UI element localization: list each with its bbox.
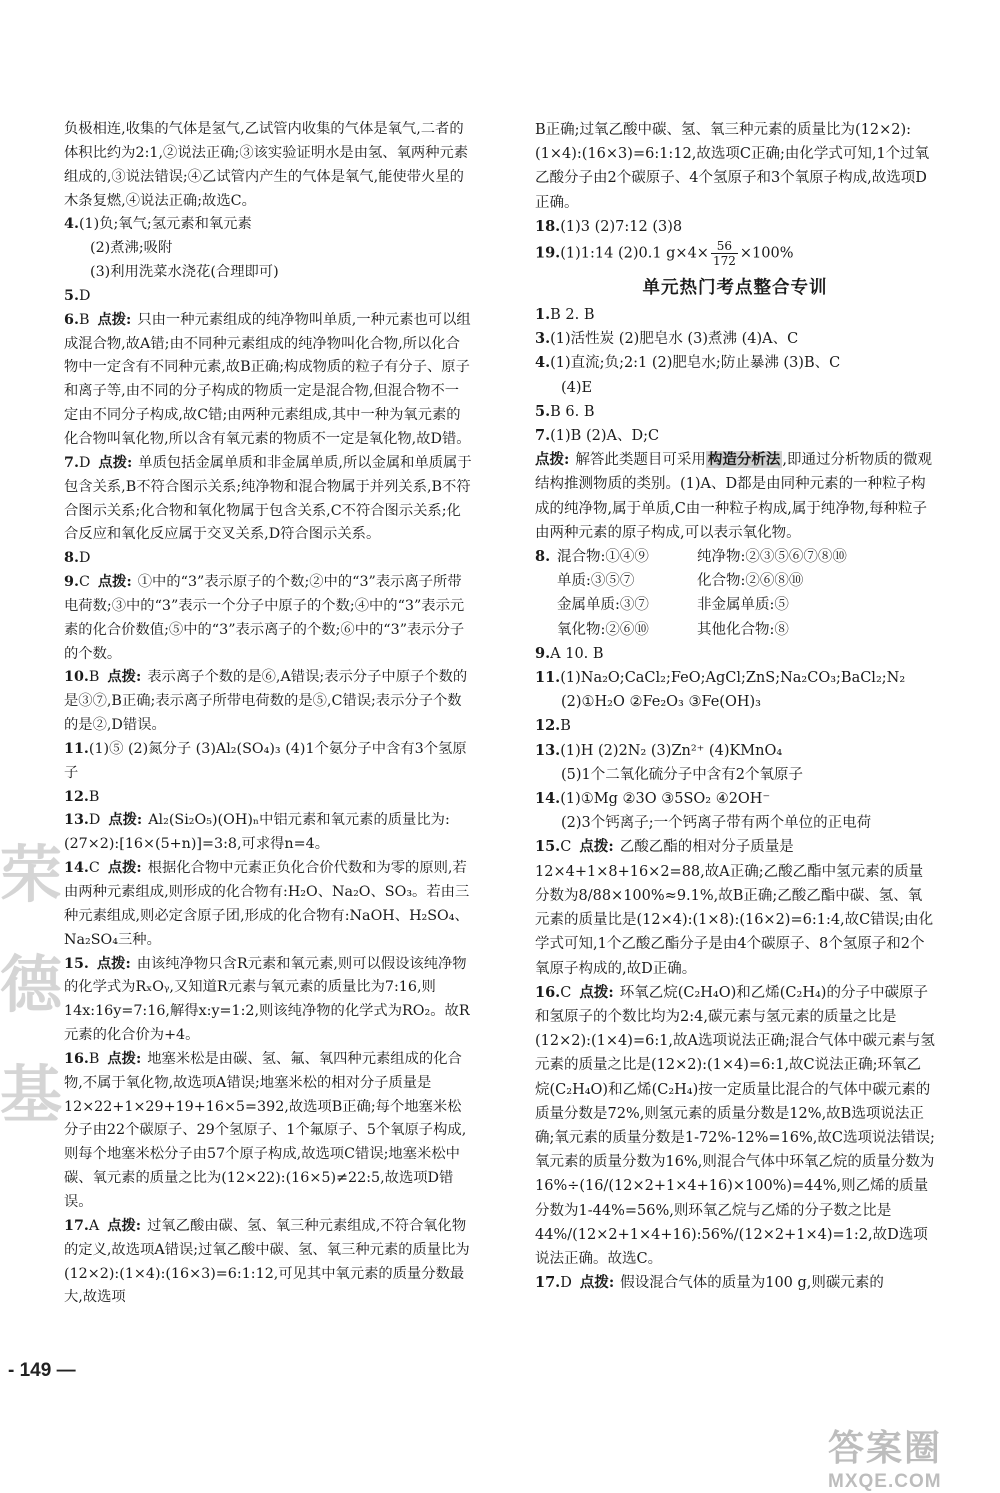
answer-item: [535, 327, 935, 351]
hint-label: 点拨:: [97, 574, 132, 591]
hint-label: 点拨:: [107, 1217, 142, 1234]
question-number: 18.: [535, 217, 561, 235]
question-number: 15.: [64, 955, 89, 972]
answer-item: [535, 690, 935, 714]
question-number: 8.: [64, 550, 79, 567]
question-number: 11.: [64, 740, 89, 757]
classification-row: [535, 545, 935, 569]
question-number: 16.: [64, 1050, 89, 1067]
hint-text: 只由一种元素组成的纯净物叫单质,一种元素也可以组成混合物,故A错;由不同种元素组成的纯净物叫化合物,所以化合物中一定含有不同种元素,故B正确;构成物质的粒子有分子、原子和离子等,由不同的分子构成的物质一定是混合物,但混合物不一定由不同分子构成,故C错;由两种元素组成,其中一种为氧元素的化合物叫氧化物,所以含有氧元素的物质不一定是氧化物,故D错。: [64, 311, 471, 447]
answer-text: (1)直流;负;2:1 (2)肥皂水;防止暴沸 (3)B、C: [550, 355, 841, 372]
answer-item: [535, 376, 935, 400]
answer-item: [535, 215, 935, 239]
classification-row: [535, 569, 935, 593]
answer-19: 19.(1)1:14 (2)0.1 g×4× $\frac{56}{172}$ ×100%: [535, 239, 794, 269]
question-number: 17.: [535, 1274, 561, 1292]
question-number: 10.: [64, 669, 89, 686]
question-number: 3.: [535, 330, 551, 348]
hint-label: 点拨:: [579, 838, 614, 856]
answer-item: [535, 763, 935, 787]
answer-text: D: [78, 287, 91, 304]
answer-item: [64, 213, 472, 237]
question-number: 9.: [64, 574, 79, 591]
classification-cell: 非金属单质:⑤: [697, 597, 789, 614]
answer-item: [535, 739, 935, 763]
site-watermark-logo: [828, 1420, 978, 1492]
section-answers-continued: [535, 642, 935, 1295]
answer-text: A 10. B: [550, 645, 604, 662]
logo-mark: 答案圈: [828, 1428, 943, 1469]
logo-site: MXQE.COM: [828, 1471, 942, 1492]
section-answers: [535, 303, 935, 448]
answer-text: B: [88, 669, 100, 686]
answer-text: (1)3 (2)7:12 (3)8: [560, 218, 683, 235]
classification-cell: 纯净物:②③⑤⑥⑦⑧⑩: [697, 549, 847, 566]
answer-item: [64, 237, 472, 261]
answer-item: [535, 400, 935, 424]
answer-text: (1)负;氧气;氢元素和氧元素: [78, 216, 252, 233]
hint-label: 点拨:: [97, 311, 132, 328]
answer-text: B 6. B: [550, 403, 595, 420]
answer-item: [64, 571, 472, 666]
answer-item: [64, 285, 472, 309]
answer-item: [535, 714, 935, 738]
answer-text: (2)3个钙离子;一个钙离子带有两个单位的正电荷: [561, 815, 872, 832]
hint-text: 由该纯净物只含R元素和氧元素,则可以假设该纯净物的化学式为RₓOᵧ,又知道R元素与氧元素的质量比为7:16,则14x:16y=7:16,解得x:y=1:2,则该纯净物的化学式为RO₂。故R元素的化合价为+4。: [64, 955, 470, 1044]
question-number: 4.: [535, 354, 551, 372]
answer-item: [535, 811, 935, 835]
spacer: [535, 569, 557, 593]
answer-text: B: [88, 1050, 100, 1067]
answer-item: [64, 809, 472, 857]
question-number: 8.: [535, 548, 551, 566]
left-column: [64, 118, 472, 1310]
answer-item: [535, 351, 935, 375]
answer-text: (3)利用洗菜水浇花(合理即可): [90, 264, 279, 281]
classification-row: [535, 618, 935, 642]
answer-item: [64, 547, 472, 571]
hint-text: 环氧乙烷(C₂H₄O)和乙烯(C₂H₄)的分子中碳原子和氢原子的个数比均为2:4,碳元素与氢元素的质量之比是(12×2):(1×4)=6:1,故A选项说法正确;混合气体中碳元素与氢元素的质量之比是(12×2):(1×4)=6:1,故C说法正确;环氧乙烷(C₂H₄O)和乙烯(C₂H₄)按一定质量比混合的气体中碳元素的质量分数是72%,则氢元素的质量分数是12%,故B选项说法正确;氧元素的质量分数是1-72%-12%=16%,故C选项说法错误;氧元素的质量分数为16%,则混合气体中环氧乙烷的质量分数为16%÷(16/(12×2+1×4+16)×100%)=44%,则乙烯的质量分数为1-44%=56%,则环氧乙烷与乙烯的分子数之比是44%/(12×2+1×4+16):56%/(12×2+1×4)=1:2,故D选项说法正确。故选C。: [535, 984, 935, 1267]
answer-8-classification: [535, 545, 935, 642]
answer-text: C: [78, 574, 90, 591]
answer-item: [535, 835, 935, 980]
answer-item: [535, 303, 935, 327]
hint-label: 点拨:: [107, 1050, 142, 1067]
answer-text: D: [88, 812, 101, 829]
question-number: 7.: [64, 454, 79, 471]
answers-continued: [535, 118, 935, 239]
answer-text: B正确;过氧乙酸中碳、氢、氧三种元素的质量比为(12×2):(1×4):(16×3)=6:1:12,故选项C正确;由化学式可知,1个过氧乙酸分子由2个碳原子、4个氢原子和3个氧原子构成,故选项D正确。: [535, 122, 930, 211]
answer-text: (1)Na₂O;CaCl₂;FeO;AgCl;ZnS;Na₂CO₃;BaCl₂;N₂: [560, 670, 906, 687]
page-number: - 149 —: [8, 1360, 76, 1381]
hint-text: 单质包括金属单质和非金属单质,所以金属和单质属于包含关系,B不符合图示关系;纯净物和混合物属于并列关系,B不符合图示关系;化合物和氧化物属于包含关系,C不符合图示关系;化合反应和氧化反应属于交叉关系,D符合图示关系。: [64, 454, 472, 543]
question-number: 4.: [64, 216, 79, 233]
question-number: 9.: [535, 644, 551, 662]
answer-text: A: [88, 1217, 100, 1234]
left-edge-watermark: 荣德基: [0, 838, 63, 1131]
classification-cell: 混合物:①④⑨: [557, 549, 649, 566]
answer-text: (5)1个二氧化硫分子中含有2个氧原子: [561, 766, 803, 783]
answer-item: [64, 1048, 472, 1215]
answer-text: (1)B (2)A、D;C: [550, 428, 660, 445]
classification-cell: 金属单质:③⑦: [557, 597, 649, 614]
answer-text: (1)活性炭 (2)肥皂水 (3)煮沸 (4)A、C: [550, 331, 799, 348]
answer-item: [535, 981, 935, 1271]
question-number: 5.: [64, 287, 79, 304]
hint-label: 点拨:: [579, 1274, 615, 1292]
question-number: 16.: [535, 983, 561, 1001]
classification-cell: 单质:③⑤⑦: [557, 573, 635, 590]
question-number: 7.: [535, 427, 551, 445]
answer-item: [535, 1271, 935, 1295]
answer-text: C: [560, 839, 572, 856]
answer-item: [535, 666, 935, 690]
answer-text: (1)⑤ (2)氮分子 (3)Al₂(SO₄)₃ (4)1个氨分子中含有3个氢原子: [64, 740, 467, 781]
question-number: 13.: [535, 741, 561, 759]
question-number: 12.: [535, 717, 561, 735]
answer-item: [64, 666, 472, 738]
classification-cell: 其他化合物:⑧: [697, 621, 789, 638]
hint-text: ①中的“3”表示原子的个数;②中的“3”表示离子所带电荷数;③中的“3”表示一个分子中原子的个数;④中的“3”表示元素的化合价数值;⑤中的“3”表示离子的个数;⑥中的“3”表示分子的个数。: [64, 574, 465, 662]
answer-item: [64, 786, 472, 810]
hint-label: 点拨:: [96, 955, 131, 972]
hint-text: 表示离子个数的是⑥,A错误;表示分子中原子个数的是③⑦,B正确;表示离子所带电荷数的是⑤,C错误;表示分子个数的是②,D错误。: [64, 669, 468, 734]
right-column: [535, 118, 935, 1295]
fraction: $\frac{56}{172}$: [712, 239, 736, 269]
answer-text: (2)①H₂O ②Fe₂O₃ ③Fe(OH)₃: [561, 694, 761, 711]
hint-text: Al₂(Si₂O₅)(OH)ₙ中铝元素和氧元素的质量比为:(27×2):[16×(5+n)]=3:8,可求得n=4。: [64, 812, 450, 853]
answer-item: [535, 787, 935, 811]
classification-cell: 化合物:②⑥⑧⑩: [697, 573, 804, 590]
hint-text: 过氧乙酸由碳、氢、氧三种元素组成,不符合氧化物的定义,故选项A错误;过氧乙酸中碳、氢、氧三种元素的质量比为(12×2):(1×4):(16×3)=6:1:12,可见其中氧元素的质量分数最大,故选项: [64, 1217, 470, 1306]
answer-text: B: [560, 718, 571, 735]
question-number: 6.: [64, 311, 79, 328]
answer-item: [64, 261, 472, 285]
question-number: 11.: [535, 669, 561, 687]
answer-text: (4)E: [561, 379, 593, 396]
answer-item: [64, 452, 472, 547]
answer-item: [535, 118, 935, 215]
answer-text: B: [78, 311, 90, 328]
answer-text: D: [560, 1275, 572, 1292]
section-title: 单元热门考点整合专训: [642, 278, 828, 299]
answer-text: B 2. B: [550, 307, 595, 324]
highlight-term: 构造分析法: [707, 451, 781, 469]
answer-text: (1)①Mg ②3O ③5SO₂ ④2OH⁻: [560, 791, 771, 808]
question-number: 17.: [64, 1217, 89, 1234]
question-number: 1.: [535, 306, 551, 324]
classification-cell: 氧化物:②⑥⑩: [557, 621, 649, 638]
question-number: 15.: [535, 838, 561, 856]
answer-item: [64, 738, 472, 786]
question-number: 14.: [535, 790, 561, 808]
answer-text: (2)煮沸;吸附: [90, 240, 173, 257]
hint-text: 地塞米松是由碳、氢、氟、氧四种元素组成的化合物,不属于氧化物,故选项A错误;地塞米松的相对分子质量是12×22+1×29+19+16×5=392,故选项B正确;每个地塞米松分子由22个碳原子、29个氢原子、1个氟原子、5个氧原子构成,则每个地塞米松分子由57个原子构成,故选项C错误;地塞米松中碳、氧元素的质量之比为(12×22):(16×5)≠22:5,故选项D错误。: [64, 1050, 467, 1210]
spacer: [535, 618, 557, 642]
answer-item: [64, 857, 472, 952]
question-number: 5.: [535, 402, 551, 420]
hint-text: 假设混合气体的质量为100 g,则碳元素的: [620, 1275, 884, 1292]
question-number: 12.: [64, 788, 89, 805]
answer-item: [64, 309, 472, 452]
answer-text: (1)H (2)2N₂ (3)Zn²⁺ (4)KMnO₄: [560, 742, 783, 759]
answer-item: [535, 642, 935, 666]
answer-item: [64, 953, 472, 1048]
hint-text: 根据化合物中元素正负化合价代数和为零的原则,若由两种元素组成,则形成的化合物有:H₂O、Na₂O、SO₃。若由三种元素组成,则必定含原子团,形成的化合物有:NaOH、H₂SO₄、Na₂SO₄三种。: [64, 860, 470, 948]
answer-text: B: [88, 788, 100, 805]
answer-7-tip: 点拨: 解答此类题目可采用 构造分析法 ,即通过分析物质的微观结构推测物质的类别。(1)A、D都是由同种元素的一种粒子构成的纯净物,属于单质,C由一种粒子构成,属于纯净物,每种粒子由两种元素的原子构成,可以表示氧化物。: [535, 451, 932, 541]
question-number: 14.: [64, 860, 89, 877]
classification-row: [535, 593, 935, 617]
hint-label: 点拨:: [108, 812, 143, 829]
answer-text: 负极相连,收集的气体是氢气,乙试管内收集的气体是氧气,二者的体积比约为2:1,②说法正确;③该实验证明水是由氢、氧两种元素组成的,③说法错误;④乙试管内产生的气体是氧气,能使带火星的木条复燃,④说法正确;故选C。: [64, 121, 469, 209]
answer-text: D: [78, 454, 91, 471]
hint-label: 点拨:: [579, 983, 614, 1001]
hint-label: 点拨:: [107, 860, 142, 877]
question-number: 13.: [64, 812, 89, 829]
answer-text: C: [88, 860, 100, 877]
answer-item: [64, 1215, 472, 1310]
hint-label: 点拨:: [107, 669, 142, 686]
hint-label: 点拨:: [98, 454, 133, 471]
answer-item: [64, 118, 472, 213]
answer-text: C: [560, 984, 572, 1001]
answer-text: D: [78, 550, 91, 567]
answer-item: [535, 424, 935, 448]
spacer: [535, 593, 557, 617]
hint-text: 乙酸乙酯的相对分子质量是12×4+1×8+16×2=88,故A正确;乙酸乙酯中氢元素的质量分数为8/88×100%≈9.1%,故B正确;乙酸乙酯中碳、氢、氧元素的质量比是(12×4):(1×8):(16×2)=6:1:4,故C错误;由化学式可知,1个乙酸乙酯分子是由4个碳原子、8个氢原子和2个氧原子构成的,故D正确。: [535, 839, 934, 977]
